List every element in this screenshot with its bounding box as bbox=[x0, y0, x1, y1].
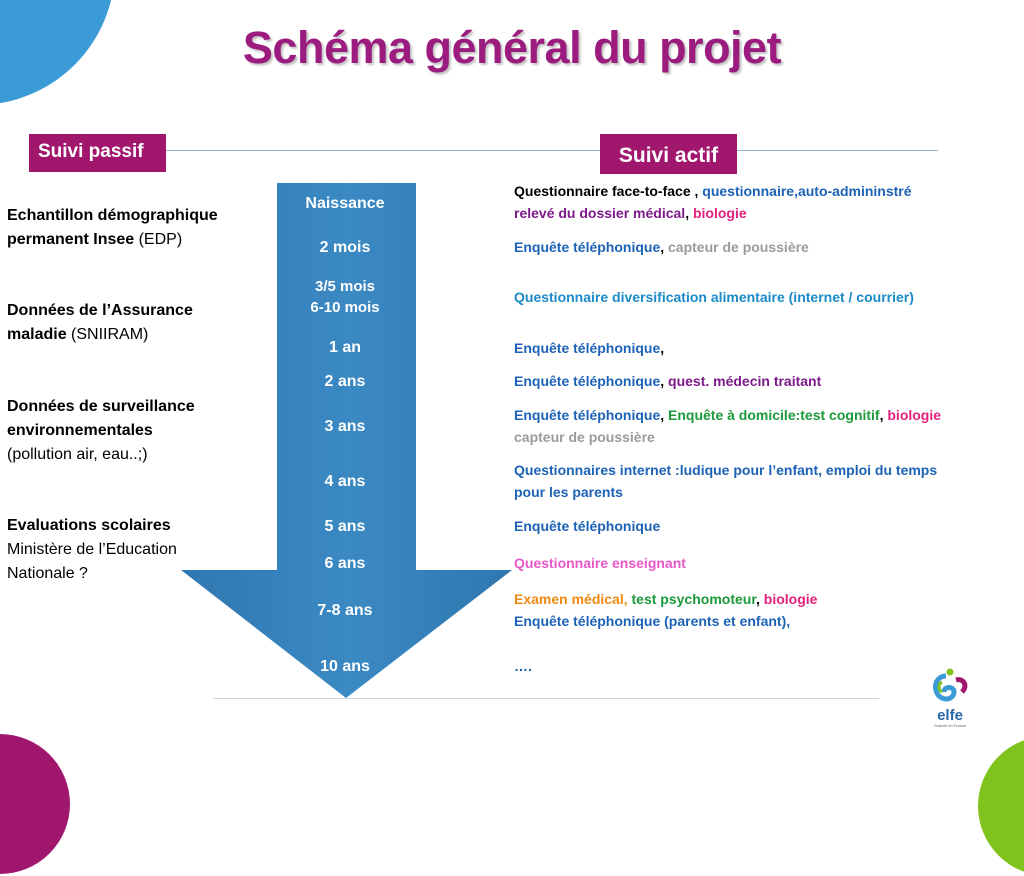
activity-text: Examen médical, bbox=[514, 591, 628, 607]
activity-text: Questionnaires internet :ludique pour l’enfant, emploi du temps bbox=[514, 462, 938, 478]
source-edp-detail: (EDP) bbox=[134, 231, 183, 248]
activity-text: quest. médecin traitant bbox=[664, 373, 822, 389]
timeline-label: 6 ans bbox=[324, 555, 366, 572]
activity-text: Enquête téléphonique bbox=[514, 373, 661, 389]
activity-text: capteur de poussière bbox=[514, 429, 655, 445]
suivi-passif-tag: Suivi passif bbox=[29, 134, 166, 172]
activity-text: biologie bbox=[759, 591, 818, 607]
activity-text: Enquête téléphonique bbox=[514, 407, 661, 423]
timeline-label: 1 an bbox=[328, 339, 361, 356]
activity-6-ans: Questionnaire enseignant bbox=[514, 555, 686, 571]
page-title: Schéma général du projet bbox=[242, 22, 782, 73]
source-surveillance-detail: (pollution air, eau..;) bbox=[7, 446, 148, 463]
suivi-actif-tag: Suivi actif bbox=[600, 134, 737, 174]
activity-text: , bbox=[660, 239, 665, 255]
timeline-label: 3 ans bbox=[324, 418, 366, 435]
activity-text: , bbox=[660, 373, 665, 389]
activity-10-ans: …. bbox=[514, 658, 532, 674]
elfe-logo bbox=[924, 664, 976, 728]
timeline-label: 3/5 mois bbox=[314, 278, 376, 295]
timeline-label: 2 ans bbox=[324, 373, 366, 390]
activity-4-ans bbox=[514, 459, 937, 503]
activity-text: Enquête téléphonique (parents et enfant), bbox=[514, 613, 791, 629]
activity-1-an bbox=[514, 337, 664, 359]
source-assurance-title: Données de l’Assurance maladie bbox=[7, 302, 193, 343]
timeline-label: 10 ans bbox=[320, 658, 370, 675]
elfe-logo-text: elfe bbox=[937, 707, 963, 724]
activity-text: questionnaire,auto-admininstré bbox=[698, 183, 912, 199]
activity-diversification: Questionnaire diversification alimentaire (internet / courrier) bbox=[514, 289, 914, 305]
activity-text: test psychomoteur bbox=[627, 591, 756, 607]
activity-2-ans bbox=[514, 370, 821, 392]
activity-text: Enquête téléphonique bbox=[514, 340, 661, 356]
activity-text: , bbox=[756, 591, 760, 607]
activity-text: biologie bbox=[689, 205, 747, 221]
source-scolaires-title: Evaluations scolaires bbox=[7, 517, 171, 534]
elfe-logo-subtext: Grandir en France bbox=[933, 723, 967, 728]
timeline-label: Naissance bbox=[305, 195, 385, 212]
activity-text: Questionnaire face-to-face , bbox=[514, 183, 699, 199]
activity-text: , bbox=[879, 407, 884, 423]
activity-naissance bbox=[514, 180, 912, 224]
activity-text: Enquête à domicile:test cognitif bbox=[664, 407, 880, 423]
source-scolaires-detail: Ministère de l’Education Nationale ? bbox=[7, 541, 177, 582]
timeline-label: 5 ans bbox=[324, 518, 366, 535]
activity-text: , bbox=[660, 407, 665, 423]
activity-text: capteur de poussière bbox=[664, 239, 809, 255]
activity-3-ans bbox=[514, 404, 941, 448]
timeline-label: 2 mois bbox=[319, 239, 371, 256]
activity-7-8-ans bbox=[514, 588, 817, 632]
source-edp-title: Echantillon démographique permanent Insee bbox=[7, 207, 218, 248]
activity-2-mois bbox=[514, 236, 809, 258]
timeline-label: 4 ans bbox=[324, 473, 366, 490]
elfe-logo-icon bbox=[924, 664, 976, 704]
activity-5-ans: Enquête téléphonique bbox=[514, 518, 661, 534]
activity-text: , bbox=[685, 205, 690, 221]
source-surveillance-title: Données de surveillance environnementales bbox=[7, 398, 195, 439]
activity-text: Enquête téléphonique bbox=[514, 239, 661, 255]
source-assurance-detail: (SNIIRAM) bbox=[66, 326, 149, 343]
activity-text: pour les parents bbox=[514, 484, 623, 500]
activity-text: relevé du dossier médical bbox=[514, 205, 686, 221]
timeline-label: 7-8 ans bbox=[317, 602, 373, 619]
timeline-label: 6-10 mois bbox=[310, 299, 380, 316]
activity-text: , bbox=[660, 340, 665, 356]
activity-text: biologie bbox=[883, 407, 942, 423]
